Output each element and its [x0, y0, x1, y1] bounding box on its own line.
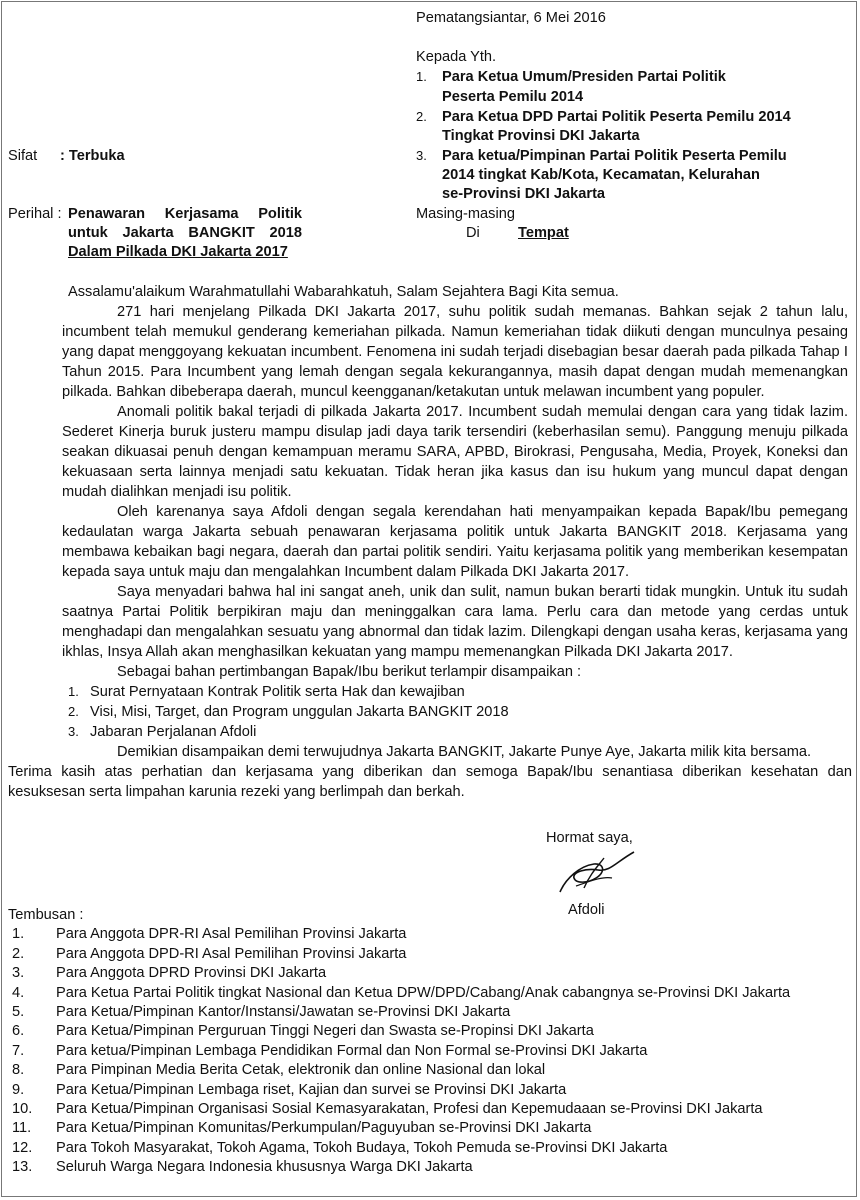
recipient-line: Tingkat Provinsi DKI Jakarta	[442, 128, 640, 144]
di-label: Di	[466, 225, 480, 241]
perihal-line: untuk Jakarta BANGKIT 2018	[68, 225, 302, 241]
paragraph: Saya menyadari bahwa hal ini sangat aneh, unik dan sulit, namun bukan berarti tidak mungkin. Untuk itu sudah saatnya Partai Politik berpikiran maju dan meninggalkan cara lama. Perlu cara dan metode yang cerdas untuk menghadapi dan mengalahkan sesuatu yang abnormal dan tidak lazim. Dilengkapi dengan usaha keras, kerjasama yang ikhlas, Insya Allah akan menghasilkan kekuatan yang mampu memenangkan Pilkada DKI Jakarta 2017.	[62, 584, 848, 660]
list-item: 1. Para Anggota DPR-RI Asal Pemilihan Provinsi Jakarta	[12, 926, 407, 943]
recipient-line: se-Provinsi DKI Jakarta	[442, 186, 606, 202]
closing-paragraph: Demikian disampaikan demi terwujudnya Jakarta BANGKIT, Jakarte Punye Aye, Jakarta milik kita bersama.	[117, 744, 812, 760]
recipient-item	[416, 107, 791, 127]
list-item: 2. Para Anggota DPD-RI Asal Pemilihan Provinsi Jakarta	[12, 945, 407, 962]
tempat-label: Tempat	[518, 225, 569, 241]
paragraph: 271 hari menjelang Pilkada DKI Jakarta 2017, suhu politik sudah memanas. Bahkan sejak 2 tahun lalu, incumbent telah memukul genderang kemeriahan pilkada. Namun kemeriahan tidak diikuti dengan munculnya pesaing yang dapat menggoyang kekuatan incumbent. Fenomena ini sudah terjadi disebagian besar daerah pada pilkada Tahap I Tahun 2015. Para Incumbent yang lemah dengan segala kekurangannya, masih dapat dengan mudah memenangkan pilkada. Bahkan dibeberapa daerah, muncul keengganan/ketakutan untuk melawan incumbent yang populer.	[62, 304, 848, 400]
list-item: 3. Para Anggota DPRD Provinsi DKI Jakarta	[12, 965, 327, 982]
list-item: 12. Para Tokoh Masyarakat, Tokoh Agama, Tokoh Budaya, Tokoh Pemuda se-Provinsi DKI Jakarta	[12, 1139, 668, 1156]
greeting: Assalamu'alaikum Warahmatullahi Wabarahkatuh, Salam Sejahtera Bagi Kita semua.	[68, 284, 619, 300]
attachment-list	[62, 682, 848, 742]
recipient-number: 2.	[416, 109, 427, 124]
list-item: 2. Visi, Misi, Target, dan Program unggulan Jakarta BANGKIT 2018	[68, 704, 509, 720]
sifat-value: : Terbuka	[60, 148, 125, 164]
recipient-line: Para ketua/Pimpinan Partai Politik Peserta Pemilu	[442, 148, 787, 164]
list-item: 8. Para Pimpinan Media Berita Cetak, elektronik dan online Nasional dan lokal	[12, 1062, 546, 1079]
place-date: Pematangsiantar, 6 Mei 2016	[416, 10, 606, 26]
perihal-line: Dalam Pilkada DKI Jakarta 2017	[68, 244, 288, 260]
list-item: 3. Jabaran Perjalanan Afdoli	[68, 724, 257, 740]
list-item: 6. Para Ketua/Pimpinan Perguruan Tinggi Negeri dan Swasta se-Propinsi DKI Jakarta	[12, 1023, 594, 1040]
paragraph: Anomali politik bakal terjadi di pilkada Jakarta 2017. Incumbent sudah memulai dengan cara yang tidak lazim. Sederet Kinerja buruk justeru mampu disulap jadi daya tarik tersendiri (keberhasilan semu). Panggung menuju pilkada seakan dikuasai penuh dengan kemampuan meramu SARA, APBD, Birokrasi, Pengusaha, Media, Proyek, Koneksi dan kekuasaan serta lainnya menjadi satu kekuatan. Tidak heran jika kasus dan isu hukum yang muncul dapat dengan mudah dialihkan menjadi isu politik.	[62, 404, 848, 500]
recipient-line: Para Ketua Umum/Presiden Partai Politik	[442, 69, 726, 85]
regards-text: Hormat saya,	[546, 830, 633, 846]
closing-paragraph: Terima kasih atas perhatian dan kerjasama yang diberikan dan semoga Bapak/Ibu senantiasa diberikan kesehatan dan kesuksesan serta limpahan karunia rezeki yang berlimpah dan berkah.	[8, 764, 852, 800]
masing-masing: Masing-masing	[416, 206, 515, 222]
list-item: 1. Surat Pernyataan Kontrak Politik serta Hak dan kewajiban	[68, 684, 465, 700]
recipient-number: 1.	[416, 69, 427, 84]
recipient-number: 3.	[416, 148, 427, 163]
recipient-line: Para Ketua DPD Partai Politik Peserta Pemilu 2014	[442, 109, 791, 125]
tembusan-section	[8, 906, 791, 1177]
list-item: 5. Para Ketua/Pimpinan Kantor/Instansi/Jawatan se-Provinsi DKI Jakarta	[12, 1003, 511, 1020]
recipient-item	[416, 67, 726, 87]
list-item: 11. Para Ketua/Pimpinan Komunitas/Perkumpulan/Paguyuban se-Provinsi DKI Jakarta	[12, 1120, 592, 1137]
letter-body	[8, 282, 852, 802]
kepada-label: Kepada Yth.	[416, 49, 497, 65]
signature-mark	[546, 848, 646, 900]
perihal-line: Penawaran Kerjasama Politik	[68, 206, 302, 222]
recipient-line: 2014 tingkat Kab/Kota, Kecamatan, Kelurahan	[442, 167, 760, 183]
signer-name: Afdoli	[568, 902, 605, 918]
list-item: 9. Para Ketua/Pimpinan Lembaga riset, Kajian dan survei se Provinsi DKI Jakarta	[12, 1081, 567, 1098]
tembusan-label: Tembusan :	[8, 907, 84, 923]
perihal-label: Perihal :	[8, 206, 62, 222]
list-item: 10. Para Ketua/Pimpinan Organisasi Sosial Kemasyarakatan, Profesi dan Kepemudaaan se-Provinsi DKI Jakarta	[12, 1100, 763, 1117]
list-item: 7. Para ketua/Pimpinan Lembaga Pendidikan Formal dan Non Formal se-Provinsi DKI Jakarta	[12, 1042, 648, 1059]
sifat-label: Sifat	[8, 148, 38, 164]
paragraph: Oleh karenanya saya Afdoli dengan segala kerendahan hati menyampaikan kepada Bapak/Ibu pemegang kedaulatan warga Jakarta sebuah penawaran kerjasama politik untuk Jakarta BANGKIT 2018. Kerjasama yang membawa kebaikan bagi negara, daerah dan partai politik sendiri. Yaitu kerjasama politik yang memberikan kesempatan kepada saya untuk maju dan mengalahkan Incumbent dalam Pilkada DKI Jakarta 2017.	[62, 504, 848, 580]
list-item: 4. Para Ketua Partai Politik tingkat Nasional dan Ketua DPW/DPD/Cabang/Anak cabangnya se-Provinsi DKI Jakarta	[12, 984, 791, 1001]
recipient-item	[416, 146, 787, 166]
recipient-line: Peserta Pemilu 2014	[442, 89, 584, 105]
list-item: 13. Seluruh Warga Negara Indonesia khususnya Warga DKI Jakarta	[12, 1159, 473, 1176]
paragraph: Sebagai bahan pertimbangan Bapak/Ibu berikut terlampir disampaikan :	[117, 664, 582, 680]
